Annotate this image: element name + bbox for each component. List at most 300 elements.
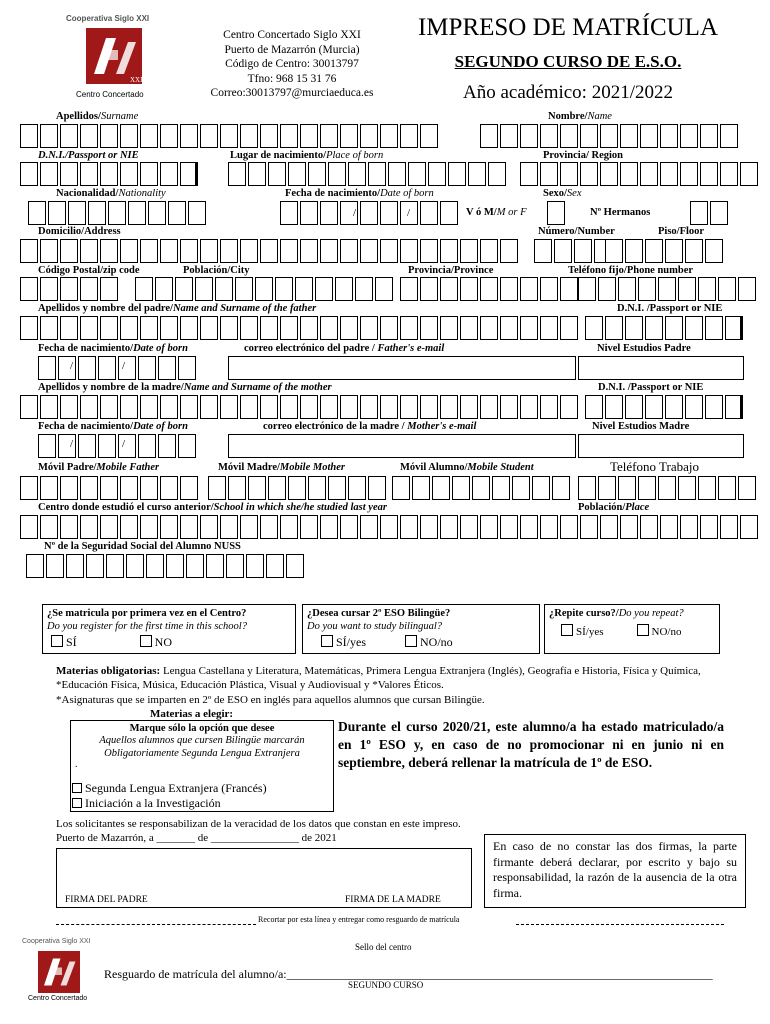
letter-cell[interactable] xyxy=(200,395,218,419)
letter-cell[interactable] xyxy=(540,162,558,186)
floor-field[interactable] xyxy=(605,239,725,263)
letter-cell[interactable] xyxy=(78,356,96,380)
letter-cell[interactable] xyxy=(620,162,638,186)
letter-cell[interactable] xyxy=(710,201,728,225)
letter-cell[interactable] xyxy=(560,162,578,186)
letter-cell[interactable] xyxy=(600,162,618,186)
letter-cell[interactable] xyxy=(240,316,258,340)
letter-cell[interactable] xyxy=(488,162,506,186)
letter-cell[interactable] xyxy=(140,124,158,148)
letter-cell[interactable] xyxy=(400,316,418,340)
letter-cell[interactable] xyxy=(520,162,538,186)
nationality-field[interactable] xyxy=(28,201,208,225)
signature-box[interactable] xyxy=(56,848,472,908)
letter-cell[interactable] xyxy=(280,124,298,148)
letter-cell[interactable] xyxy=(100,316,118,340)
letter-cell[interactable] xyxy=(228,162,246,186)
letter-cell[interactable] xyxy=(360,239,378,263)
research-checkbox[interactable] xyxy=(72,798,82,808)
letter-cell[interactable] xyxy=(480,515,498,539)
letter-cell[interactable] xyxy=(220,316,238,340)
letter-cell[interactable] xyxy=(100,395,118,419)
letter-cell[interactable] xyxy=(460,239,478,263)
letter-cell[interactable] xyxy=(420,316,438,340)
letter-cell[interactable] xyxy=(180,162,198,186)
mobile-student-field[interactable] xyxy=(392,476,572,500)
letter-cell[interactable] xyxy=(160,395,178,419)
letter-cell[interactable] xyxy=(80,515,98,539)
letter-cell[interactable] xyxy=(268,476,286,500)
letter-cell[interactable] xyxy=(138,356,156,380)
letter-cell[interactable] xyxy=(248,476,266,500)
letter-cell[interactable] xyxy=(320,316,338,340)
letter-cell[interactable] xyxy=(625,395,643,419)
letter-cell[interactable] xyxy=(118,434,136,458)
letter-cell[interactable] xyxy=(400,515,418,539)
letter-cell[interactable] xyxy=(148,201,166,225)
letter-cell[interactable] xyxy=(380,515,398,539)
letter-cell[interactable] xyxy=(540,277,558,301)
letter-cell[interactable] xyxy=(286,554,304,578)
letter-cell[interactable] xyxy=(275,277,293,301)
letter-cell[interactable] xyxy=(106,554,124,578)
letter-cell[interactable] xyxy=(200,316,218,340)
letter-cell[interactable] xyxy=(300,316,318,340)
letter-cell[interactable] xyxy=(700,515,718,539)
number-field[interactable] xyxy=(534,239,614,263)
letter-cell[interactable] xyxy=(660,515,678,539)
letter-cell[interactable] xyxy=(328,476,346,500)
letter-cell[interactable] xyxy=(585,395,603,419)
letter-cell[interactable] xyxy=(60,395,78,419)
letter-cell[interactable] xyxy=(520,316,538,340)
letter-cell[interactable] xyxy=(60,162,78,186)
letter-cell[interactable] xyxy=(578,277,596,301)
letter-cell[interactable] xyxy=(452,476,470,500)
letter-cell[interactable] xyxy=(348,476,366,500)
letter-cell[interactable] xyxy=(698,277,716,301)
letter-cell[interactable] xyxy=(500,277,518,301)
letter-cell[interactable] xyxy=(80,124,98,148)
father-birth-field[interactable] xyxy=(38,356,198,380)
letter-cell[interactable] xyxy=(492,476,510,500)
letter-cell[interactable] xyxy=(208,476,226,500)
mother-email-field[interactable] xyxy=(228,434,576,458)
letter-cell[interactable] xyxy=(120,162,138,186)
letter-cell[interactable] xyxy=(140,476,158,500)
letter-cell[interactable] xyxy=(560,316,578,340)
letter-cell[interactable] xyxy=(140,239,158,263)
letter-cell[interactable] xyxy=(140,395,158,419)
letter-cell[interactable] xyxy=(335,277,353,301)
letter-cell[interactable] xyxy=(38,356,56,380)
letter-cell[interactable] xyxy=(48,201,66,225)
dni-field[interactable] xyxy=(20,162,200,186)
letter-cell[interactable] xyxy=(300,515,318,539)
letter-cell[interactable] xyxy=(540,515,558,539)
letter-cell[interactable] xyxy=(392,476,410,500)
letter-cell[interactable] xyxy=(220,515,238,539)
letter-cell[interactable] xyxy=(638,476,656,500)
letter-cell[interactable] xyxy=(428,162,446,186)
letter-cell[interactable] xyxy=(60,277,78,301)
letter-cell[interactable] xyxy=(228,476,246,500)
letter-cell[interactable] xyxy=(472,476,490,500)
phone-field[interactable] xyxy=(578,277,758,301)
letter-cell[interactable] xyxy=(440,316,458,340)
letter-cell[interactable] xyxy=(288,162,306,186)
letter-cell[interactable] xyxy=(725,395,743,419)
mother-dni-field[interactable] xyxy=(585,395,745,419)
letter-cell[interactable] xyxy=(600,124,618,148)
letter-cell[interactable] xyxy=(340,239,358,263)
letter-cell[interactable] xyxy=(128,201,146,225)
letter-cell[interactable] xyxy=(685,239,703,263)
mother-name-field[interactable] xyxy=(20,395,580,419)
letter-cell[interactable] xyxy=(60,239,78,263)
letter-cell[interactable] xyxy=(220,395,238,419)
sex-field[interactable] xyxy=(547,201,565,225)
letter-cell[interactable] xyxy=(340,124,358,148)
letter-cell[interactable] xyxy=(420,277,438,301)
letter-cell[interactable] xyxy=(408,162,426,186)
letter-cell[interactable] xyxy=(215,277,233,301)
letter-cell[interactable] xyxy=(40,515,58,539)
letter-cell[interactable] xyxy=(700,162,718,186)
letter-cell[interactable] xyxy=(80,476,98,500)
letter-cell[interactable] xyxy=(440,515,458,539)
letter-cell[interactable] xyxy=(20,162,38,186)
letter-cell[interactable] xyxy=(705,395,723,419)
letter-cell[interactable] xyxy=(180,515,198,539)
bilingual-yes-checkbox[interactable] xyxy=(321,635,333,647)
first-time-yes-checkbox[interactable] xyxy=(51,635,63,647)
letter-cell[interactable] xyxy=(160,124,178,148)
letter-cell[interactable] xyxy=(20,124,38,148)
prev-town-field[interactable] xyxy=(520,515,760,539)
letter-cell[interactable] xyxy=(368,476,386,500)
letter-cell[interactable] xyxy=(80,316,98,340)
address-field[interactable] xyxy=(20,239,520,263)
letter-cell[interactable] xyxy=(320,239,338,263)
letter-cell[interactable] xyxy=(720,124,738,148)
mother-birth-field[interactable] xyxy=(38,434,198,458)
letter-cell[interactable] xyxy=(100,124,118,148)
letter-cell[interactable] xyxy=(605,316,623,340)
letter-cell[interactable] xyxy=(640,515,658,539)
surname-field[interactable] xyxy=(20,124,440,148)
letter-cell[interactable] xyxy=(46,554,64,578)
letter-cell[interactable] xyxy=(60,515,78,539)
letter-cell[interactable] xyxy=(260,395,278,419)
letter-cell[interactable] xyxy=(380,124,398,148)
letter-cell[interactable] xyxy=(420,515,438,539)
letter-cell[interactable] xyxy=(20,515,38,539)
letter-cell[interactable] xyxy=(520,124,538,148)
letter-cell[interactable] xyxy=(88,201,106,225)
letter-cell[interactable] xyxy=(140,316,158,340)
letter-cell[interactable] xyxy=(500,515,518,539)
letter-cell[interactable] xyxy=(685,316,703,340)
letter-cell[interactable] xyxy=(58,434,76,458)
letter-cell[interactable] xyxy=(160,476,178,500)
letter-cell[interactable] xyxy=(448,162,466,186)
letter-cell[interactable] xyxy=(618,277,636,301)
letter-cell[interactable] xyxy=(28,201,46,225)
letter-cell[interactable] xyxy=(308,162,326,186)
nuss-field[interactable] xyxy=(26,554,306,578)
letter-cell[interactable] xyxy=(598,476,616,500)
repeat-yes-checkbox[interactable] xyxy=(561,624,573,636)
letter-cell[interactable] xyxy=(738,476,756,500)
letter-cell[interactable] xyxy=(40,277,58,301)
letter-cell[interactable] xyxy=(200,239,218,263)
letter-cell[interactable] xyxy=(605,395,623,419)
letter-cell[interactable] xyxy=(585,316,603,340)
letter-cell[interactable] xyxy=(40,395,58,419)
elective-option-research[interactable] xyxy=(72,796,221,810)
letter-cell[interactable] xyxy=(340,395,358,419)
letter-cell[interactable] xyxy=(340,515,358,539)
letter-cell[interactable] xyxy=(412,476,430,500)
letter-cell[interactable] xyxy=(580,162,598,186)
letter-cell[interactable] xyxy=(620,124,638,148)
letter-cell[interactable] xyxy=(155,277,173,301)
letter-cell[interactable] xyxy=(188,201,206,225)
letter-cell[interactable] xyxy=(640,162,658,186)
letter-cell[interactable] xyxy=(58,356,76,380)
letter-cell[interactable] xyxy=(206,554,224,578)
letter-cell[interactable] xyxy=(380,395,398,419)
letter-cell[interactable] xyxy=(320,201,338,225)
letter-cell[interactable] xyxy=(20,395,38,419)
letter-cell[interactable] xyxy=(300,395,318,419)
letter-cell[interactable] xyxy=(705,239,723,263)
letter-cell[interactable] xyxy=(460,277,478,301)
letter-cell[interactable] xyxy=(180,395,198,419)
letter-cell[interactable] xyxy=(645,395,663,419)
letter-cell[interactable] xyxy=(460,395,478,419)
letter-cell[interactable] xyxy=(240,124,258,148)
letter-cell[interactable] xyxy=(260,316,278,340)
province-field[interactable] xyxy=(520,162,760,186)
letter-cell[interactable] xyxy=(468,162,486,186)
french-checkbox[interactable] xyxy=(72,783,82,793)
letter-cell[interactable] xyxy=(200,124,218,148)
letter-cell[interactable] xyxy=(120,239,138,263)
letter-cell[interactable] xyxy=(512,476,530,500)
letter-cell[interactable] xyxy=(440,395,458,419)
letter-cell[interactable] xyxy=(700,124,718,148)
letter-cell[interactable] xyxy=(440,277,458,301)
letter-cell[interactable] xyxy=(100,476,118,500)
letter-cell[interactable] xyxy=(645,239,663,263)
letter-cell[interactable] xyxy=(360,515,378,539)
letter-cell[interactable] xyxy=(158,434,176,458)
letter-cell[interactable] xyxy=(40,162,58,186)
letter-cell[interactable] xyxy=(78,434,96,458)
letter-cell[interactable] xyxy=(480,277,498,301)
letter-cell[interactable] xyxy=(178,356,196,380)
letter-cell[interactable] xyxy=(320,515,338,539)
letter-cell[interactable] xyxy=(280,395,298,419)
letter-cell[interactable] xyxy=(68,201,86,225)
letter-cell[interactable] xyxy=(740,162,758,186)
letter-cell[interactable] xyxy=(665,316,683,340)
letter-cell[interactable] xyxy=(300,201,318,225)
letter-cell[interactable] xyxy=(680,124,698,148)
letter-cell[interactable] xyxy=(60,124,78,148)
letter-cell[interactable] xyxy=(60,316,78,340)
letter-cell[interactable] xyxy=(580,124,598,148)
letter-cell[interactable] xyxy=(552,476,570,500)
letter-cell[interactable] xyxy=(520,277,538,301)
letter-cell[interactable] xyxy=(300,239,318,263)
letter-cell[interactable] xyxy=(560,277,578,301)
letter-cell[interactable] xyxy=(220,239,238,263)
letter-cell[interactable] xyxy=(40,239,58,263)
letter-cell[interactable] xyxy=(180,239,198,263)
letter-cell[interactable] xyxy=(340,316,358,340)
letter-cell[interactable] xyxy=(180,124,198,148)
letter-cell[interactable] xyxy=(690,201,708,225)
letter-cell[interactable] xyxy=(315,277,333,301)
letter-cell[interactable] xyxy=(625,316,643,340)
letter-cell[interactable] xyxy=(328,162,346,186)
letter-cell[interactable] xyxy=(120,476,138,500)
letter-cell[interactable] xyxy=(280,201,298,225)
letter-cell[interactable] xyxy=(460,316,478,340)
letter-cell[interactable] xyxy=(100,277,118,301)
letter-cell[interactable] xyxy=(135,277,153,301)
letter-cell[interactable] xyxy=(618,476,636,500)
letter-cell[interactable] xyxy=(120,316,138,340)
letter-cell[interactable] xyxy=(98,356,116,380)
prev-school-field[interactable] xyxy=(20,515,520,539)
letter-cell[interactable] xyxy=(180,316,198,340)
letter-cell[interactable] xyxy=(375,277,393,301)
letter-cell[interactable] xyxy=(355,277,373,301)
mother-studies-field[interactable] xyxy=(578,434,744,458)
letter-cell[interactable] xyxy=(246,554,264,578)
letter-cell[interactable] xyxy=(240,395,258,419)
letter-cell[interactable] xyxy=(680,162,698,186)
letter-cell[interactable] xyxy=(685,395,703,419)
bilingual-no-checkbox[interactable] xyxy=(405,635,417,647)
letter-cell[interactable] xyxy=(108,201,126,225)
letter-cell[interactable] xyxy=(20,316,38,340)
letter-cell[interactable] xyxy=(288,476,306,500)
letter-cell[interactable] xyxy=(738,277,756,301)
letter-cell[interactable] xyxy=(380,201,398,225)
mobile-mother-field[interactable] xyxy=(208,476,388,500)
letter-cell[interactable] xyxy=(432,476,450,500)
letter-cell[interactable] xyxy=(80,277,98,301)
letter-cell[interactable] xyxy=(180,476,198,500)
letter-cell[interactable] xyxy=(420,395,438,419)
letter-cell[interactable] xyxy=(400,395,418,419)
letter-cell[interactable] xyxy=(126,554,144,578)
letter-cell[interactable] xyxy=(100,162,118,186)
letter-cell[interactable] xyxy=(640,124,658,148)
letter-cell[interactable] xyxy=(26,554,44,578)
letter-cell[interactable] xyxy=(725,316,743,340)
letter-cell[interactable] xyxy=(400,277,418,301)
letter-cell[interactable] xyxy=(500,239,518,263)
letter-cell[interactable] xyxy=(460,515,478,539)
letter-cell[interactable] xyxy=(480,316,498,340)
birthplace-field[interactable] xyxy=(228,162,508,186)
letter-cell[interactable] xyxy=(665,239,683,263)
elective-option-french[interactable] xyxy=(72,781,267,795)
letter-cell[interactable] xyxy=(240,515,258,539)
letter-cell[interactable] xyxy=(86,554,104,578)
father-email-field[interactable] xyxy=(228,356,576,380)
letter-cell[interactable] xyxy=(80,395,98,419)
letter-cell[interactable] xyxy=(660,162,678,186)
letter-cell[interactable] xyxy=(320,395,338,419)
letter-cell[interactable] xyxy=(658,476,676,500)
letter-cell[interactable] xyxy=(138,434,156,458)
letter-cell[interactable] xyxy=(534,239,552,263)
letter-cell[interactable] xyxy=(348,162,366,186)
letter-cell[interactable] xyxy=(120,124,138,148)
father-studies-field[interactable] xyxy=(578,356,744,380)
letter-cell[interactable] xyxy=(140,515,158,539)
letter-cell[interactable] xyxy=(146,554,164,578)
letter-cell[interactable] xyxy=(260,515,278,539)
letter-cell[interactable] xyxy=(160,316,178,340)
letter-cell[interactable] xyxy=(166,554,184,578)
letter-cell[interactable] xyxy=(100,515,118,539)
letter-cell[interactable] xyxy=(605,239,623,263)
letter-cell[interactable] xyxy=(678,277,696,301)
siblings-field[interactable] xyxy=(690,201,730,225)
letter-cell[interactable] xyxy=(540,395,558,419)
letter-cell[interactable] xyxy=(255,277,273,301)
letter-cell[interactable] xyxy=(118,356,136,380)
letter-cell[interactable] xyxy=(480,124,498,148)
letter-cell[interactable] xyxy=(705,316,723,340)
letter-cell[interactable] xyxy=(20,476,38,500)
letter-cell[interactable] xyxy=(360,395,378,419)
letter-cell[interactable] xyxy=(295,277,313,301)
letter-cell[interactable] xyxy=(248,162,266,186)
letter-cell[interactable] xyxy=(120,395,138,419)
letter-cell[interactable] xyxy=(560,124,578,148)
letter-cell[interactable] xyxy=(560,395,578,419)
letter-cell[interactable] xyxy=(500,395,518,419)
letter-cell[interactable] xyxy=(40,124,58,148)
letter-cell[interactable] xyxy=(195,277,213,301)
letter-cell[interactable] xyxy=(480,395,498,419)
letter-cell[interactable] xyxy=(178,434,196,458)
letter-cell[interactable] xyxy=(66,554,84,578)
letter-cell[interactable] xyxy=(720,515,738,539)
letter-cell[interactable] xyxy=(400,239,418,263)
letter-cell[interactable] xyxy=(40,476,58,500)
town-field[interactable] xyxy=(135,277,395,301)
letter-cell[interactable] xyxy=(720,162,738,186)
letter-cell[interactable] xyxy=(280,316,298,340)
letter-cell[interactable] xyxy=(380,316,398,340)
letter-cell[interactable] xyxy=(308,476,326,500)
letter-cell[interactable] xyxy=(440,201,458,225)
letter-cell[interactable] xyxy=(420,201,438,225)
letter-cell[interactable] xyxy=(300,124,318,148)
letter-cell[interactable] xyxy=(186,554,204,578)
letter-cell[interactable] xyxy=(638,277,656,301)
